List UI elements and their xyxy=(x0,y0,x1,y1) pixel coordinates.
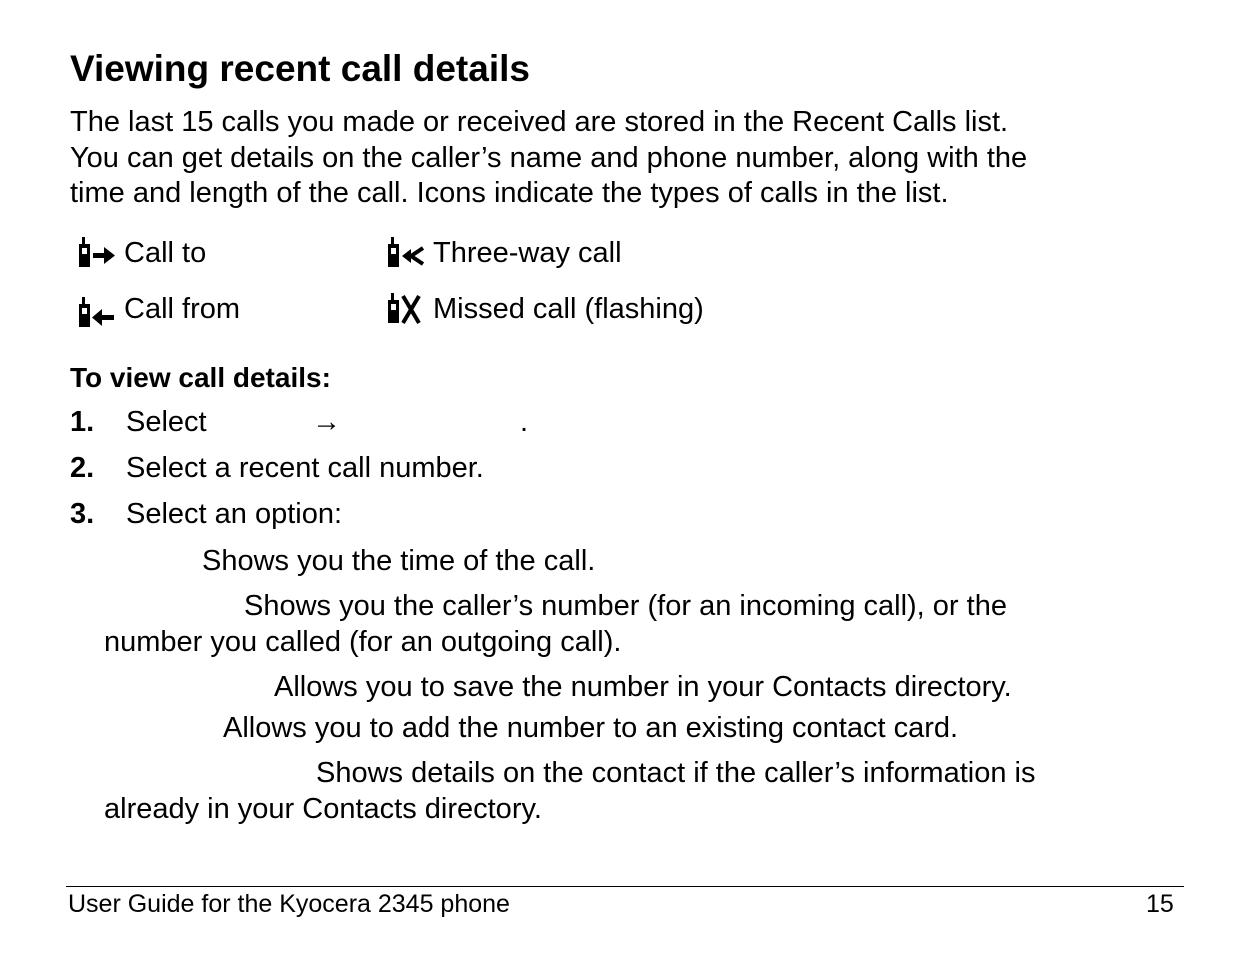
phone-incoming-arrow-icon xyxy=(76,289,124,329)
step-2 xyxy=(70,451,484,485)
option-description: Shows details on the contact if the caller’s information is xyxy=(316,757,1036,789)
legend-call-to xyxy=(76,233,206,273)
legend-label: Call to xyxy=(124,237,207,269)
intro-line: You can get details on the caller’s name and phone number, along with the xyxy=(70,141,1028,174)
legend-missed xyxy=(385,289,704,329)
legend-label: Missed call (flashing) xyxy=(433,293,704,325)
intro-line: time and length of the call. Icons indicate the types of calls in the list. xyxy=(70,177,949,209)
footer-divider xyxy=(66,886,1184,887)
option-description: Allows you to save the number in your Contacts directory. xyxy=(274,671,1012,703)
step-number: 1. xyxy=(70,406,95,438)
procedure-heading: To view call details: xyxy=(70,362,331,393)
option-description: Allows you to add the number to an existing contact card. xyxy=(223,712,959,744)
page-number: 15 xyxy=(1146,890,1174,918)
option-description: Shows you the time of the call. xyxy=(202,545,596,577)
step-text: Select an option: xyxy=(126,498,343,530)
step-text: Select xyxy=(126,406,207,438)
intro-paragraph xyxy=(70,105,1190,212)
phone-three-way-icon xyxy=(385,233,433,273)
step-end: . xyxy=(520,406,529,438)
option-description: Shows you the caller’s number (for an incoming call), or the xyxy=(244,590,1007,622)
phone-outgoing-arrow-icon xyxy=(76,233,124,273)
legend-call-from xyxy=(76,289,240,329)
step-arrow: → xyxy=(312,406,341,438)
page-title: Viewing recent call details xyxy=(70,48,530,89)
step-text: Select a recent call number. xyxy=(126,452,484,484)
step-1 xyxy=(70,405,529,439)
legend-label: Three-way call xyxy=(433,237,622,269)
intro-line: The last 15 calls you made or received are stored in the Recent Calls list. xyxy=(70,106,1009,138)
step-3 xyxy=(70,497,342,531)
legend-label: Call from xyxy=(124,293,241,325)
step-number: 3. xyxy=(70,498,95,530)
option-description-continued: number you called (for an outgoing call). xyxy=(104,626,622,658)
option-description-continued: already in your Contacts directory. xyxy=(104,793,542,825)
legend-three-way xyxy=(385,233,622,273)
step-number: 2. xyxy=(70,452,95,484)
footer-title: User Guide for the Kyocera 2345 phone xyxy=(68,890,510,918)
phone-missed-x-icon xyxy=(385,289,433,329)
